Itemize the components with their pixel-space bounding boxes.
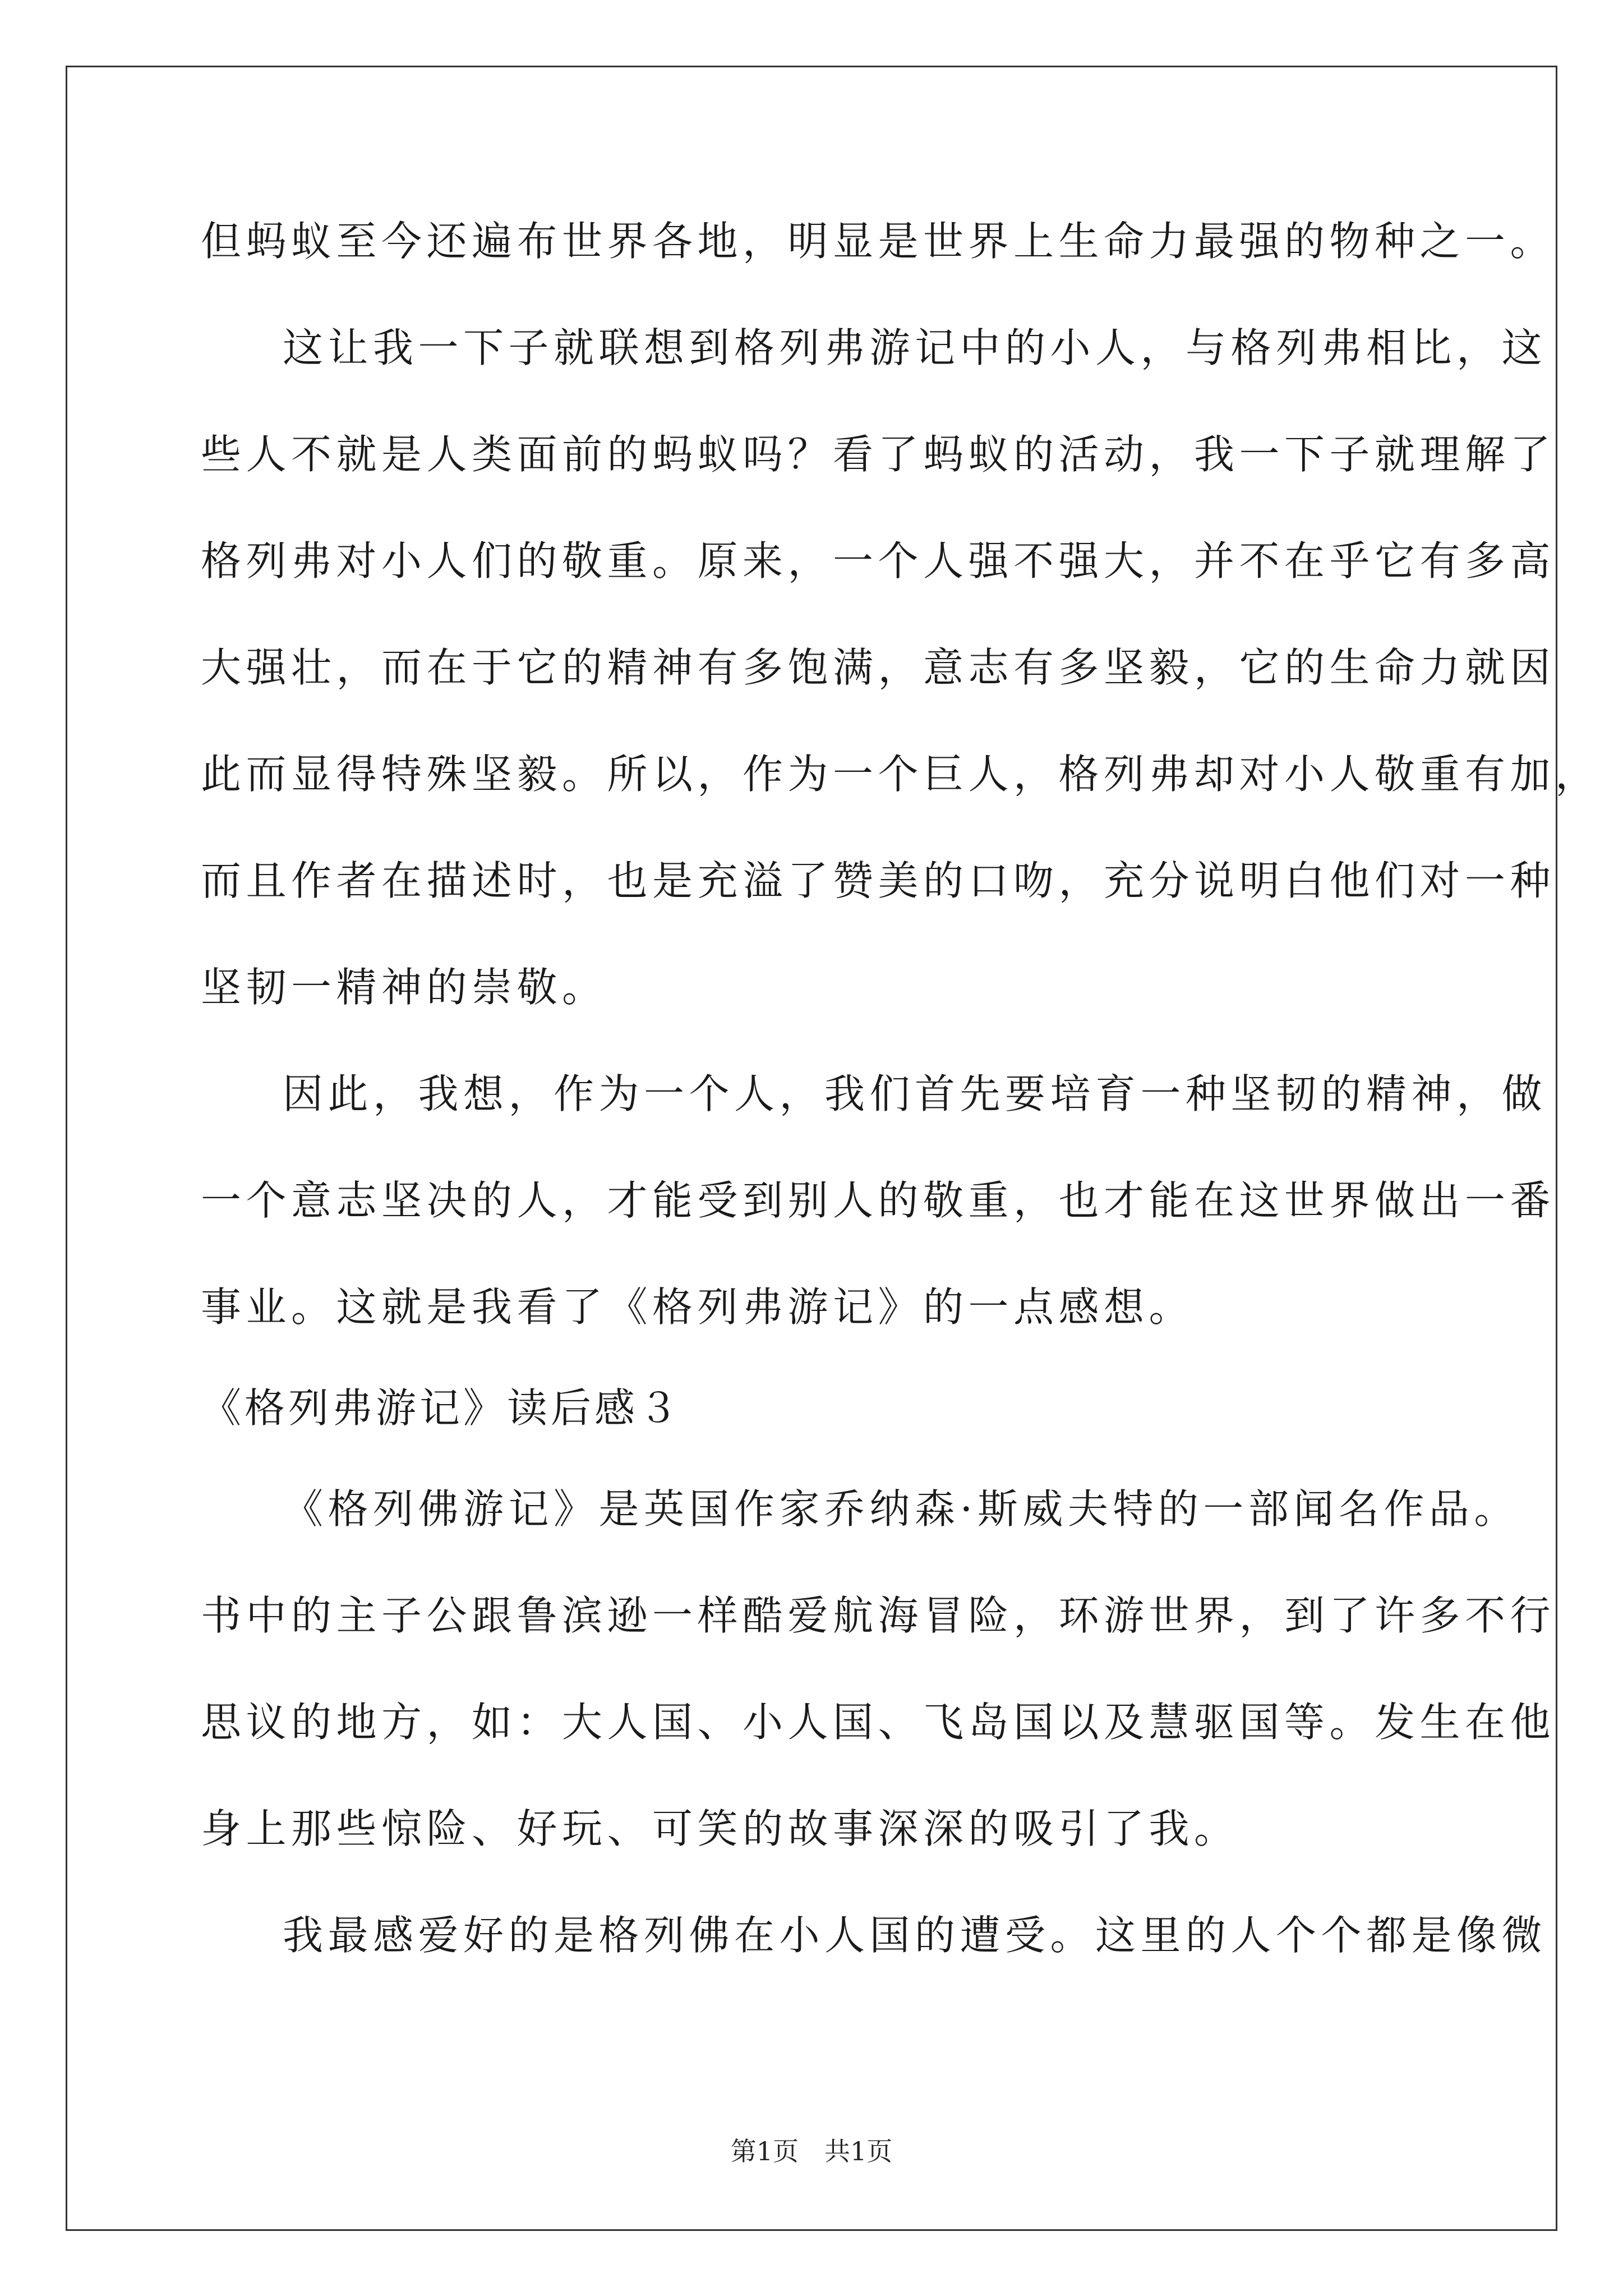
text-line: 思议的地方，如：大人国、小人国、飞岛国以及慧驱国等。发生在他 [201, 1699, 1556, 1746]
text-line: 格列弗对小人们的敬重。原来，一个人强不强大，并不在乎它有多高 [201, 537, 1556, 585]
text-line: 身上那些惊险、好玩、可笑的故事深深的吸引了我。 [201, 1805, 1239, 1852]
text-line: 一个意志坚决的人，才能受到别人的敬重，也才能在这世界做出一番 [201, 1177, 1556, 1224]
page-number-footer: 第1页 共1页 [730, 2136, 893, 2166]
text-line: 大强壮，而在于它的精神有多饱满，意志有多坚毅，它的生命力就因 [201, 644, 1556, 691]
text-line: 些人不就是人类面前的蚂蚁吗？看了蚂蚁的活动，我一下子就理解了 [201, 431, 1556, 478]
text-line: 但蚂蚁至今还遍布世界各地，明显是世界上生命力最强的物种之一。 [201, 218, 1556, 265]
text-line: 事业。这就是我看了《格列弗游记》的一点感想。 [201, 1283, 1195, 1331]
text-line: 因此，我想，作为一个人，我们首先要培育一种坚韧的精神，做 [283, 1070, 1547, 1117]
text-line: 这让我一下子就联想到格列弗游记中的小人，与格列弗相比，这 [283, 324, 1547, 371]
text-line: 《格列佛游记》是英国作家乔纳森·斯威夫特的一部闻名作品。 [283, 1485, 1519, 1533]
text-line: 此而显得特殊坚毅。所以，作为一个巨人，格列弗却对小人敬重有加， [201, 751, 1601, 798]
text-line: 而且作者在描述时，也是充溢了赞美的口吻，充分说明白他们对一种 [201, 857, 1556, 904]
section-heading: 《格列弗游记》读后感３ [201, 1384, 683, 1432]
text-line: 坚韧一精神的崇敬。 [201, 964, 607, 1011]
text-line: 我最感爱好的是格列佛在小人国的遭受。这里的人个个都是像微 [283, 1912, 1547, 1959]
text-line: 书中的主子公跟鲁滨逊一样酷爱航海冒险，环游世界，到了许多不行 [201, 1592, 1556, 1639]
